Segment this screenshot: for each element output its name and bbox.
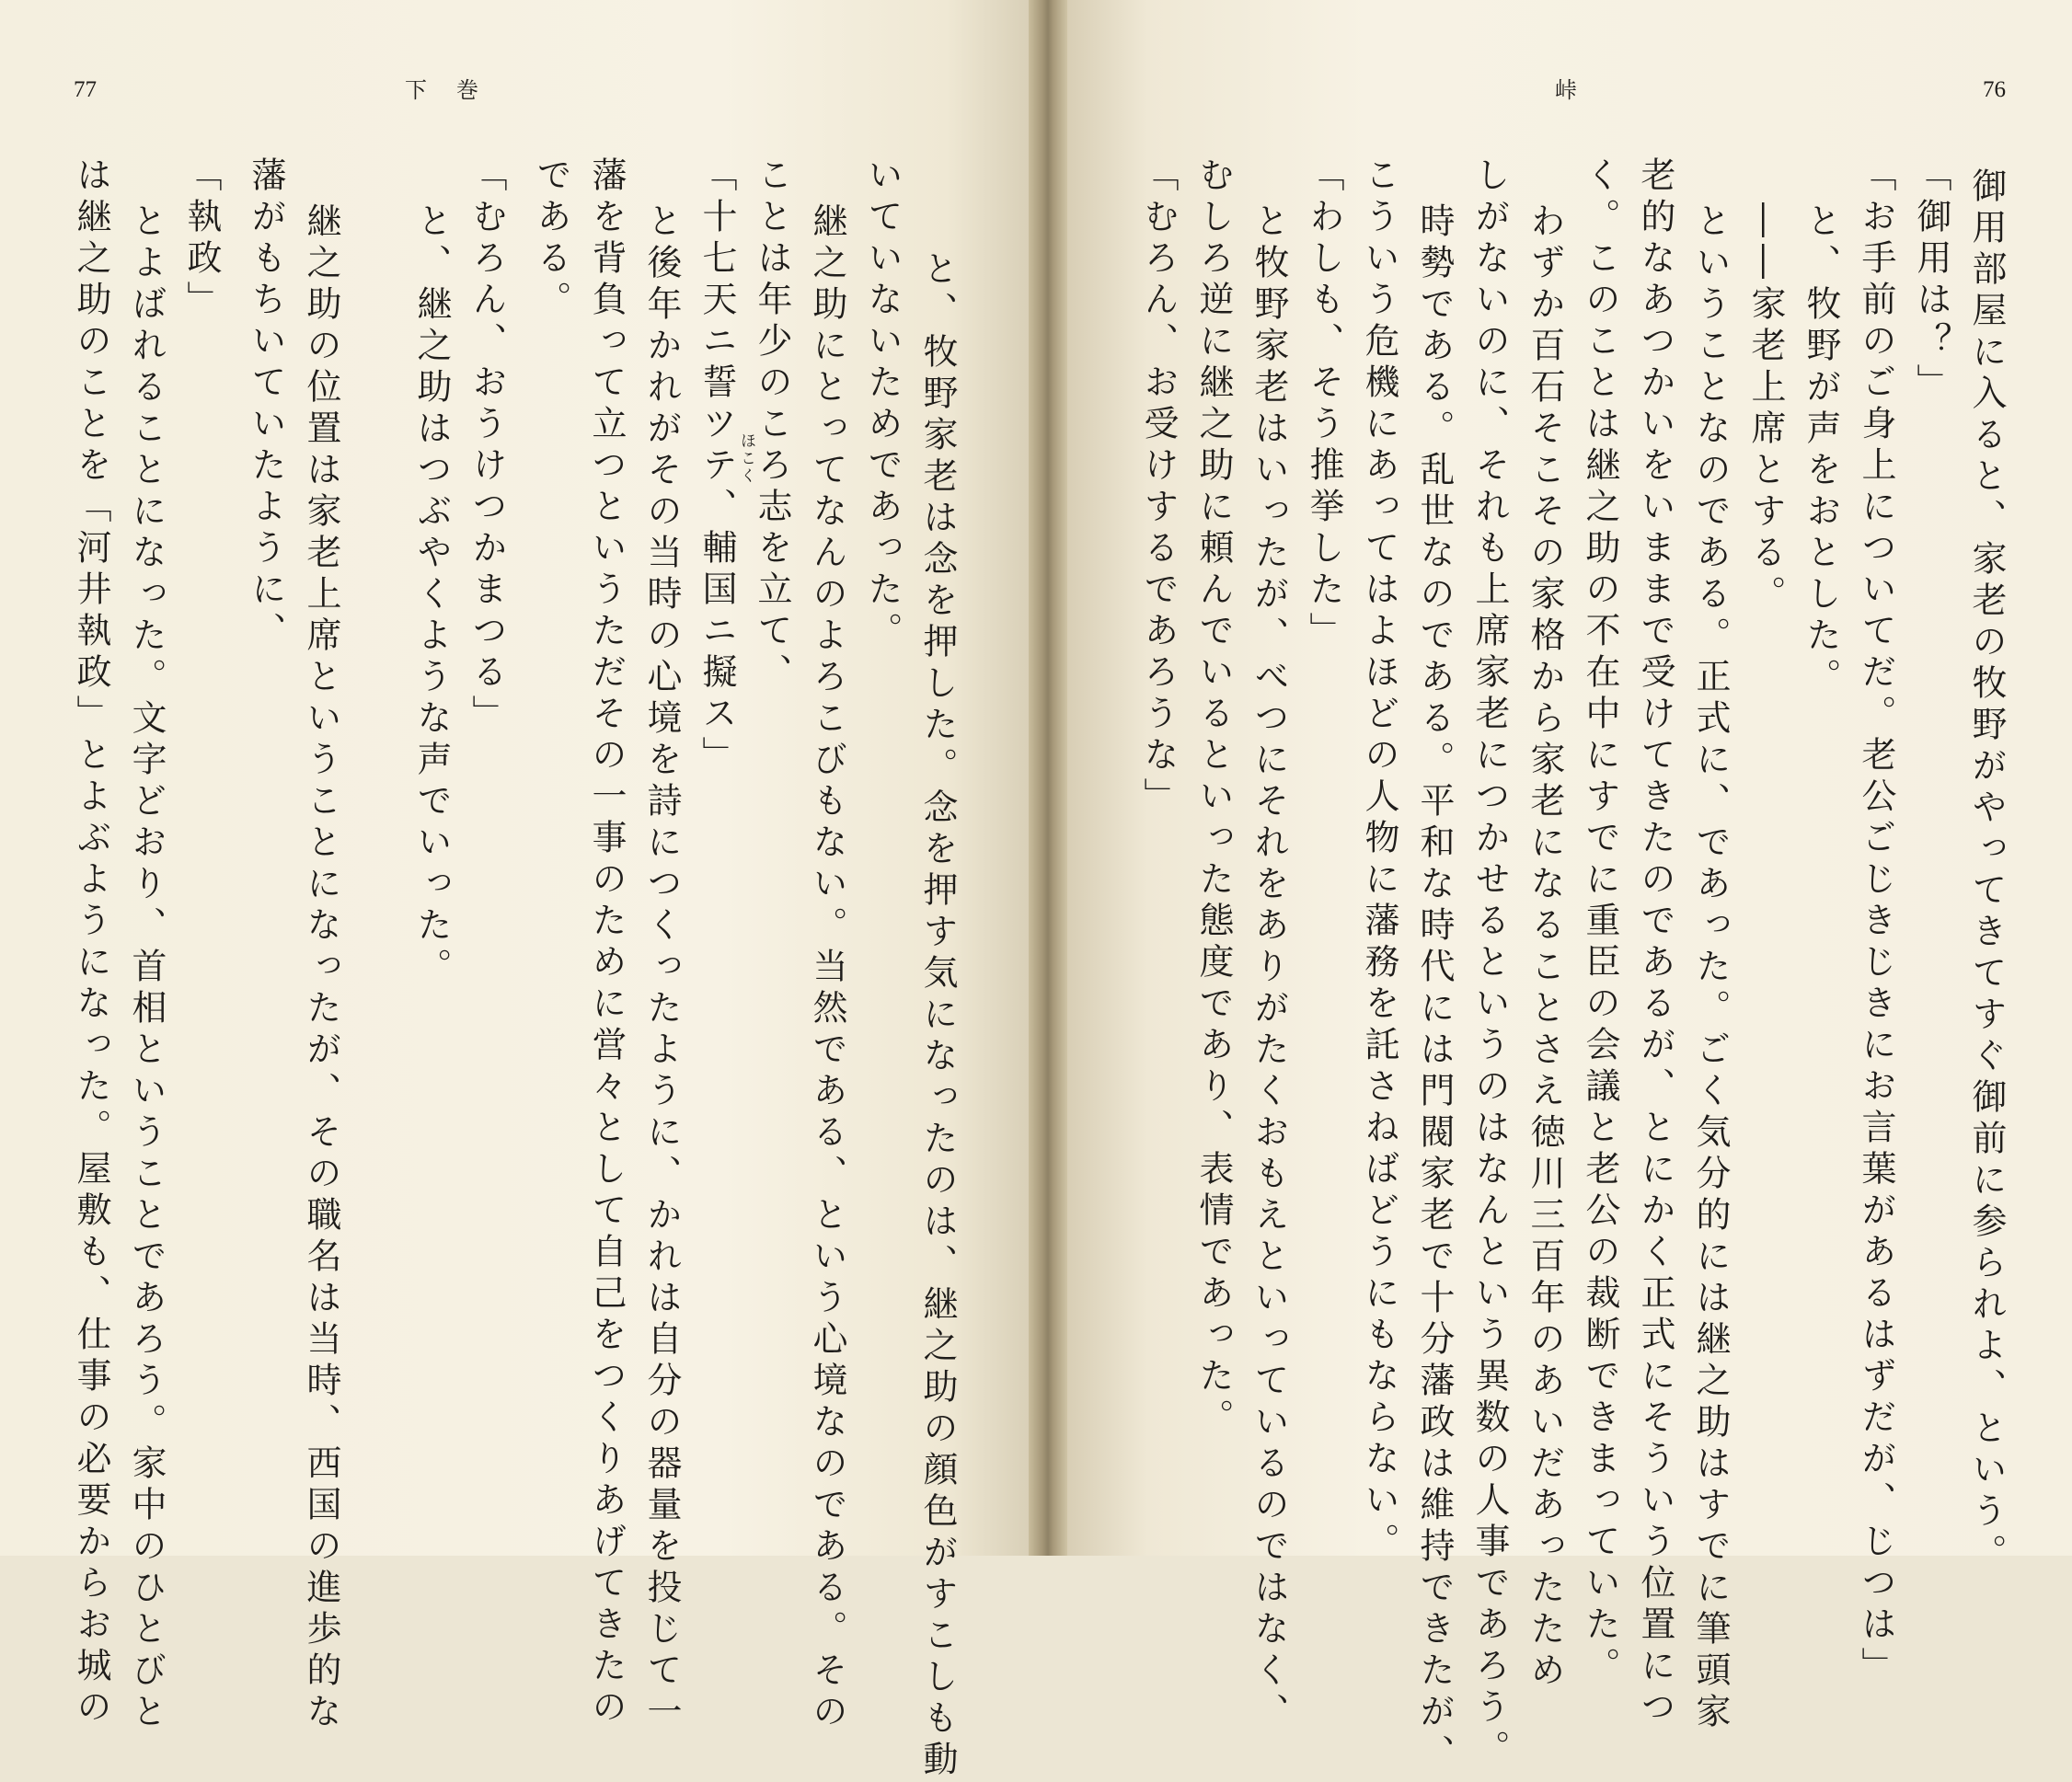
left-page-number: 77 (74, 77, 97, 102)
text-column: とよばれることになった。文字どおり、首相ということであろう。家中のひとびと (126, 202, 167, 1734)
text-column: 「わしも、そう推挙した」 (1304, 156, 1344, 653)
text-column: 「むろん、おうけつかまつる」 (466, 156, 507, 736)
text-column: と牧野家老はいったが、べつにそれをありがたくおもえといっているのではなく、 (1249, 202, 1289, 1734)
text-column: 老的なあつかいをいままで受けてきたのであるが、とにかく正式にそういう位置につ (1635, 156, 1675, 1730)
text-column: むしろ逆に継之助に頼んでいるといった態度であり、表情であった。 (1193, 156, 1234, 1440)
text-column: ――家老上席とする。 (1745, 202, 1786, 616)
text-column: は継之助のことを「河井執政」とよぶようになった。屋敷も、仕事の必要からお城の (71, 156, 111, 1730)
text-column: 「十七天ニ誓ツテ、輔国ニ擬ス」 (696, 156, 737, 777)
text-column: である。 (531, 156, 571, 322)
text-column: 時勢である。乱世なのである。平和な時代には門閥家老で十分藩政は維持できたが、 (1414, 202, 1455, 1776)
text-column: 藩がもちいていたように、 (246, 156, 286, 653)
text-column: いていないためであった。 (862, 156, 903, 653)
text-column: く。このことは継之助の不在中にすでに重臣の会議と老公の裁断できまっていた。 (1580, 156, 1620, 1688)
book-gutter (1029, 0, 1067, 1556)
ruby-annotation: ほこく (737, 432, 755, 485)
right-running-head: 峠 (1555, 77, 1577, 103)
text-column: 「お手前のご身上についてだ。老公ごじきじきにお言葉があるはずだが、じつは」 (1856, 156, 1896, 1688)
text-column: 継之助にとってなんのよろこびもない。当然である、という心境なのである。その (807, 202, 847, 1734)
text-column: 「御用は？」 (1911, 156, 1951, 405)
text-column: 御用部屋に入ると、家老の牧野がやってきてすぐ御前に参られよ、という。 (1966, 167, 2007, 1575)
text-column: 「執政」 (181, 156, 222, 322)
text-column: と、継之助はつぶやくような声でいった。 (411, 202, 452, 989)
right-page (1067, 0, 2072, 1776)
text-column: と、牧野家老は念を押した。念を押す気になったのは、継之助の顔色がすこしも動 (917, 250, 958, 1782)
text-column: わずか百石そこその家格から家老になることさえ徳川三百年のあいだあったため (1525, 202, 1565, 1693)
text-column: こういう危機にあってはよほどの人物に藩務を託さねばどうにもならない。 (1359, 156, 1399, 1564)
text-column: と後年かれがその当時の心境を詩につくったように、かれは自分の器量を投じて一 (641, 202, 682, 1734)
text-column: ということなのである。正式に、であった。ごく気分的には継之助はすでに筆頭家 (1690, 202, 1731, 1734)
text-column: 継之助の位置は家老上席ということになったが、その職名は当時、西国の進歩的な (301, 202, 341, 1734)
text-column: 「むろん、お受けするであろうな」 (1138, 156, 1179, 819)
left-page (0, 0, 1029, 1782)
left-running-head: 下 巻 (405, 77, 482, 103)
text-column: しがないのに、それも上席家老につかせるというのはなんという異数の人事であろう。 (1469, 156, 1510, 1771)
text-column: 藩を背負って立つというただその一事のために営々として自己をつくりあげてきたの (586, 156, 627, 1730)
text-column: と、牧野が声をおとした。 (1801, 202, 1841, 699)
text-column: ことは年少のころ志を立て、 (752, 156, 792, 695)
right-page-number: 76 (1983, 77, 2006, 102)
